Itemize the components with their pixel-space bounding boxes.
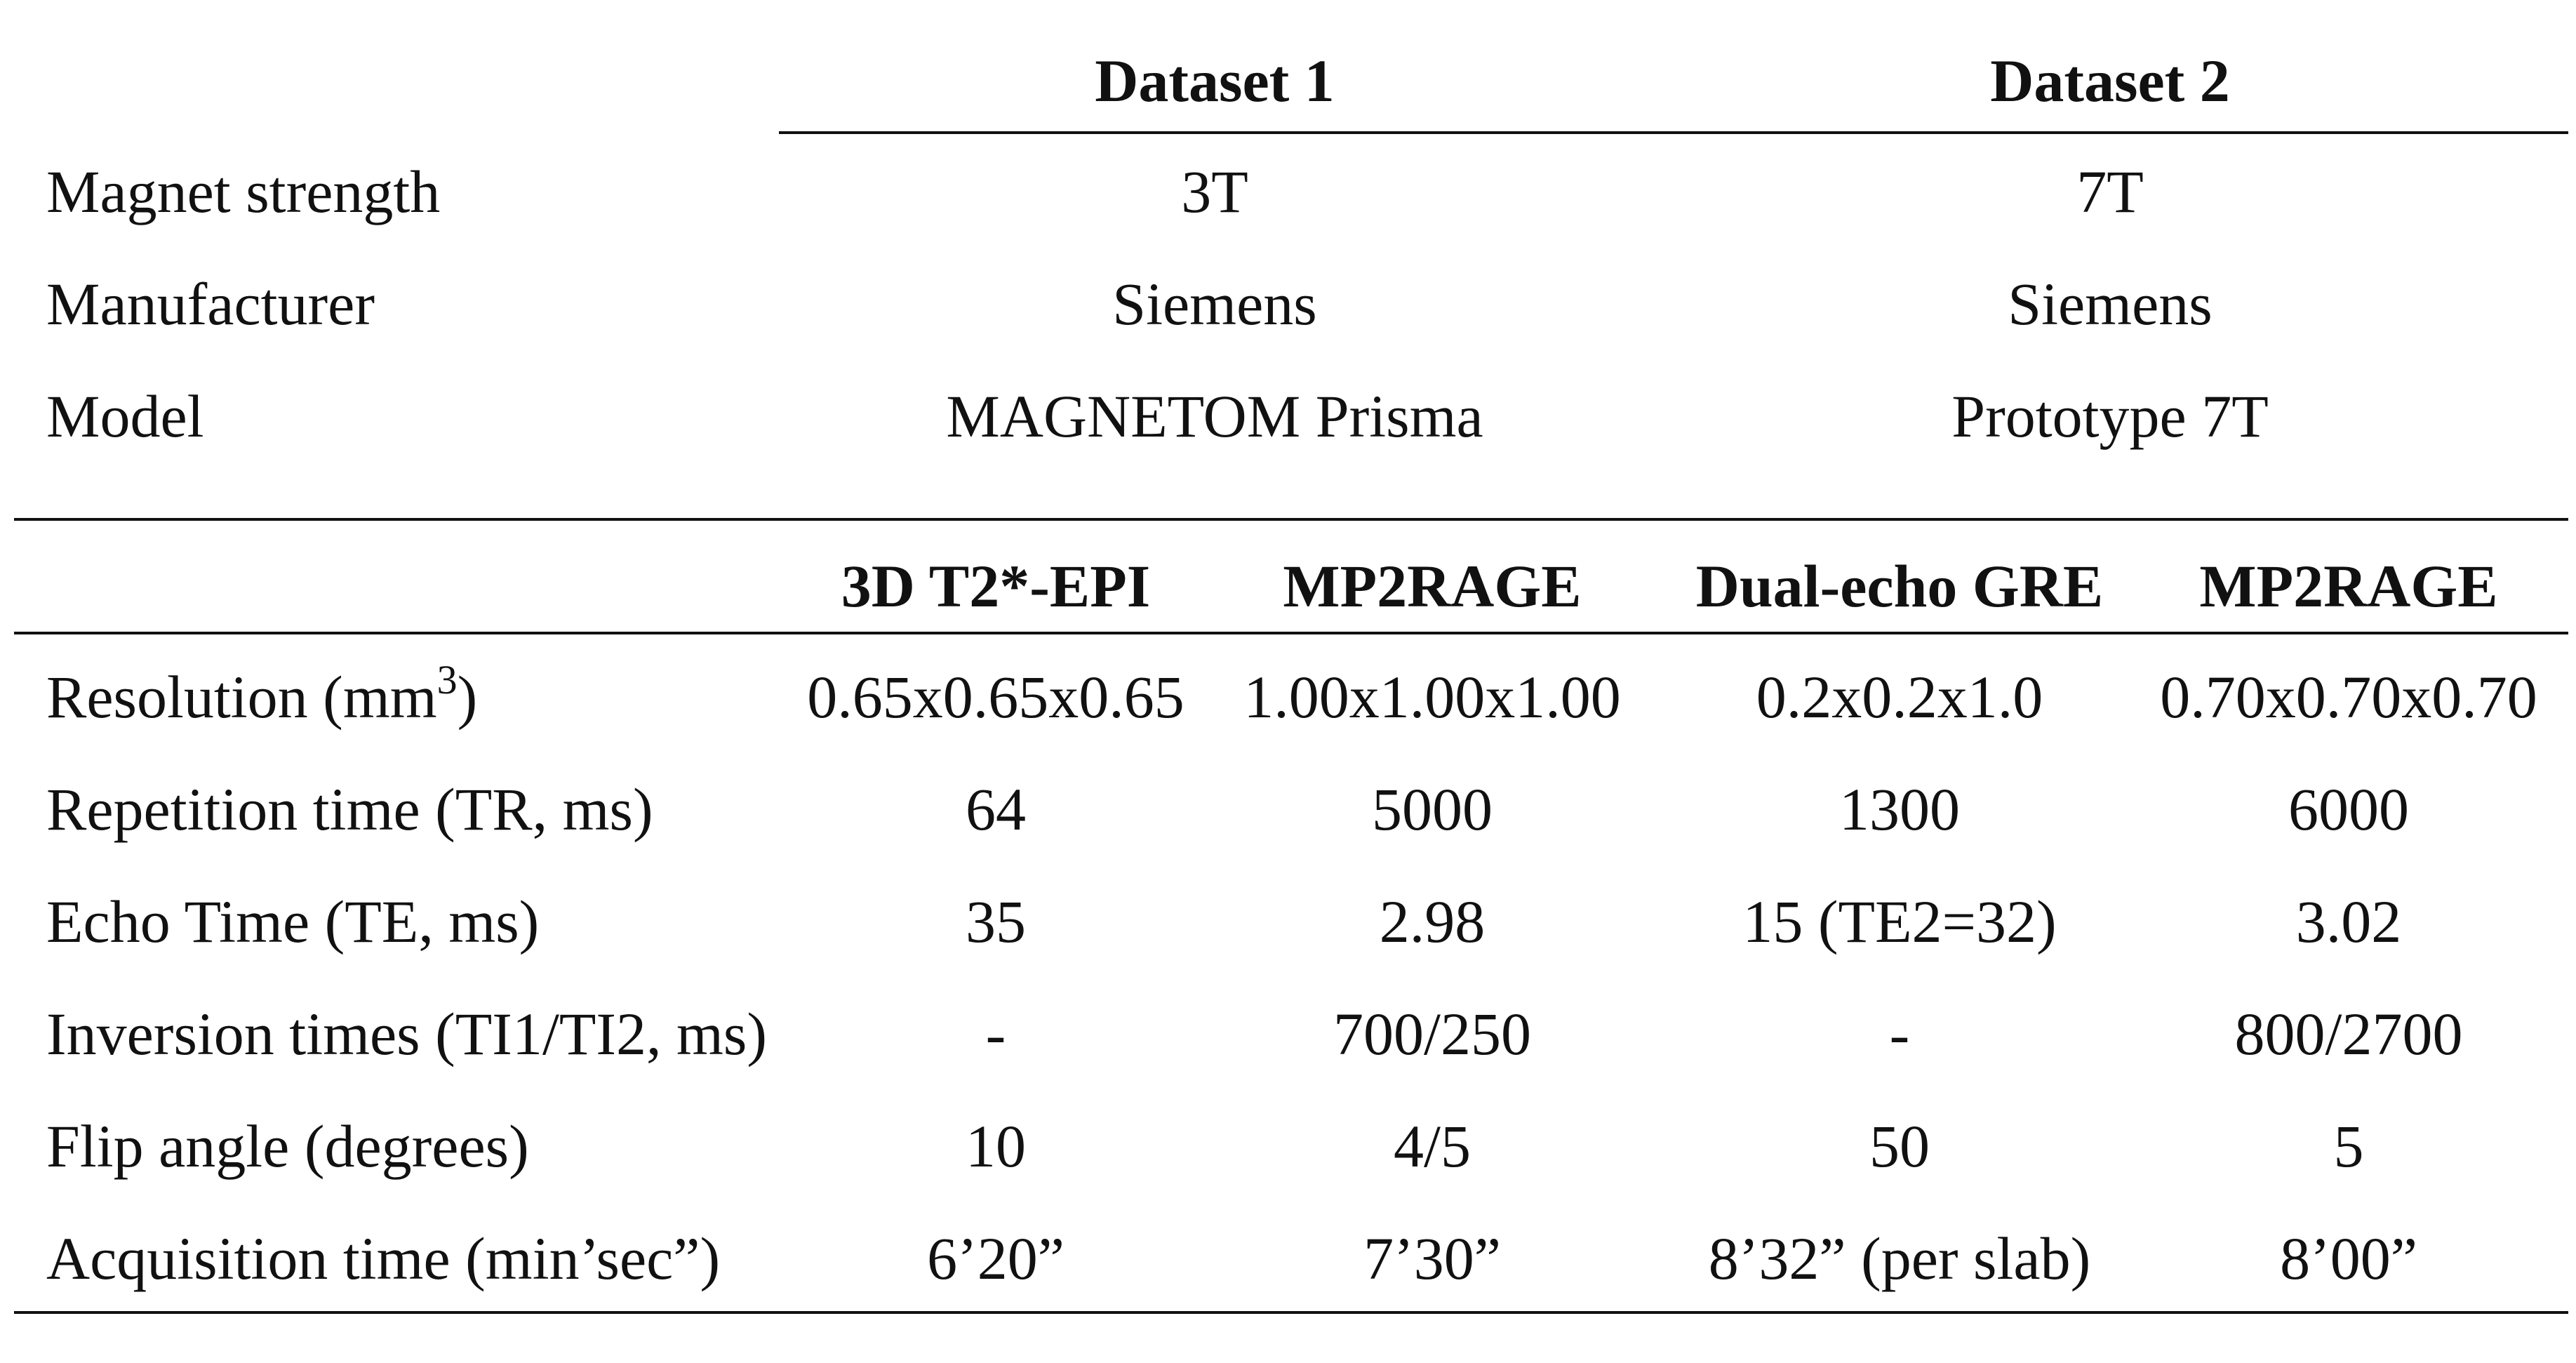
row-label-magnet-strength: Magnet strength <box>46 158 441 225</box>
cell-resolution-dual-echo-gre: 0.2x0.2x1.0 <box>1756 663 2043 731</box>
cell-resolution-3d-t2-epi: 0.65x0.65x0.65 <box>807 663 1184 731</box>
cell-flip-angle-mp2rage-dataset2: 5 <box>2333 1112 2364 1180</box>
table-bottom-rule <box>14 1311 2568 1314</box>
cell-acquisition-time-3d-t2-epi: 6’20” <box>927 1225 1065 1292</box>
resolution-label-text: Resolution (mm <box>46 663 437 731</box>
cell-flip-angle-dual-echo-gre: 50 <box>1869 1112 1930 1180</box>
cell-inversion-times-mp2rage-dataset2: 800/2700 <box>2234 1000 2463 1068</box>
cell-echo-time-dual-echo-gre: 15 (TE2=32) <box>1742 888 2057 955</box>
cell-repetition-time-mp2rage-dataset2: 6000 <box>2288 776 2409 843</box>
row-label-resolution <box>46 657 478 731</box>
cell-resolution-mp2rage-dataset2: 0.70x0.70x0.70 <box>2160 663 2537 731</box>
cell-flip-angle-3d-t2-epi: 10 <box>966 1112 1026 1180</box>
row-label-flip-angle: Flip angle (degrees) <box>46 1112 529 1180</box>
dataset-2-header: Dataset 2 <box>1990 47 2230 114</box>
resolution-label-superscript: 3 <box>436 657 458 703</box>
row-label-model: Model <box>46 383 204 450</box>
cell-acquisition-time-dual-echo-gre: 8’32” (per slab) <box>1708 1225 2091 1292</box>
resolution-label-close: ) <box>457 663 478 731</box>
cell-inversion-times-3d-t2-epi: - <box>985 1000 1006 1068</box>
sequence-header-mp2rage-dataset2: MP2RAGE <box>2199 552 2498 620</box>
dataset-1-header: Dataset 1 <box>1095 47 1335 114</box>
cell-magnet-strength-dataset1: 3T <box>1181 158 1248 225</box>
cell-inversion-times-mp2rage-dataset1: 700/250 <box>1333 1000 1531 1068</box>
sequence-header-mp2rage-dataset1: MP2RAGE <box>1283 552 1582 620</box>
row-label-repetition-time: Repetition time (TR, ms) <box>46 776 653 843</box>
row-label-echo-time: Echo Time (TE, ms) <box>46 888 540 955</box>
cell-model-dataset1: MAGNETOM Prisma <box>946 383 1483 450</box>
cell-acquisition-time-mp2rage-dataset1: 7’30” <box>1363 1225 1501 1292</box>
sequence-header-bottom-rule <box>14 632 2568 634</box>
cell-manufacturer-dataset2: Siemens <box>2008 270 2213 338</box>
cell-echo-time-3d-t2-epi: 35 <box>966 888 1026 955</box>
cell-manufacturer-dataset1: Siemens <box>1112 270 1317 338</box>
sequence-header-top-rule <box>14 518 2568 521</box>
row-label-acquisition-time: Acquisition time (min’sec”) <box>46 1225 721 1292</box>
cell-resolution-mp2rage-dataset1: 1.00x1.00x1.00 <box>1243 663 1621 731</box>
sequence-header-3d-t2-epi: 3D T2*-EPI <box>841 552 1151 620</box>
cell-repetition-time-mp2rage-dataset1: 5000 <box>1372 776 1493 843</box>
cell-repetition-time-dual-echo-gre: 1300 <box>1839 776 1960 843</box>
cell-model-dataset2: Prototype 7T <box>1951 383 2269 450</box>
sequence-header-dual-echo-gre: Dual-echo GRE <box>1695 552 2104 620</box>
cell-repetition-time-3d-t2-epi: 64 <box>966 776 1026 843</box>
cell-echo-time-mp2rage-dataset2: 3.02 <box>2295 888 2402 955</box>
dataset-header-rule <box>779 131 2568 134</box>
cell-magnet-strength-dataset2: 7T <box>2076 158 2144 225</box>
cell-echo-time-mp2rage-dataset1: 2.98 <box>1379 888 1486 955</box>
cell-acquisition-time-mp2rage-dataset2: 8’00” <box>2280 1225 2417 1292</box>
cell-flip-angle-mp2rage-dataset1: 4/5 <box>1394 1112 1471 1180</box>
row-label-manufacturer: Manufacturer <box>46 270 375 338</box>
row-label-inversion-times: Inversion times (TI1/TI2, ms) <box>46 1000 768 1068</box>
cell-inversion-times-dual-echo-gre: - <box>1889 1000 1910 1068</box>
